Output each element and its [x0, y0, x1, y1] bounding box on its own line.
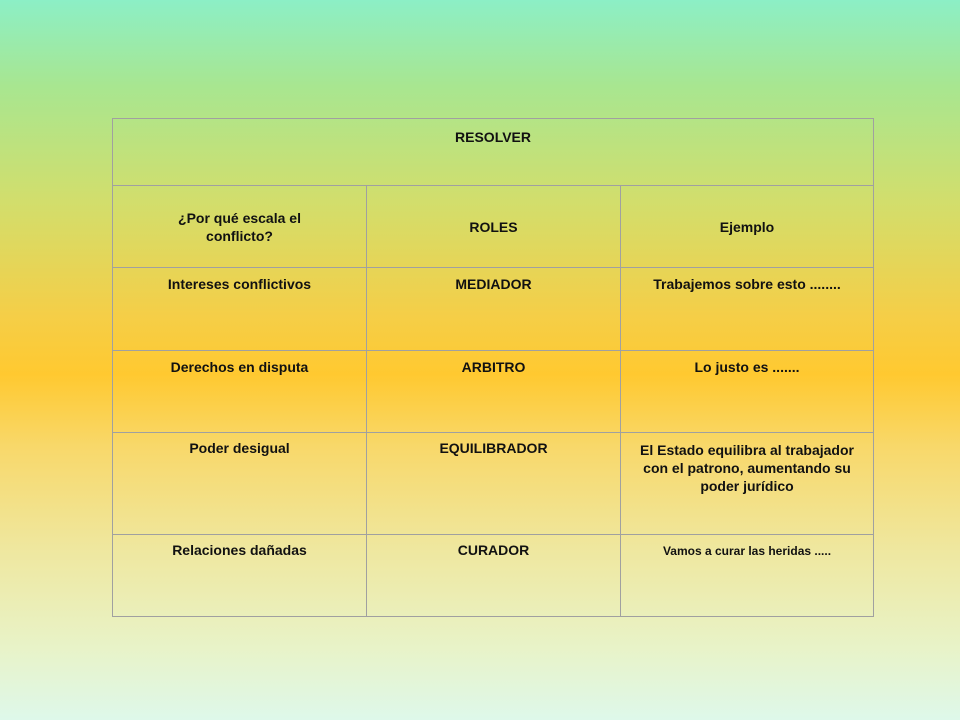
cause-cell: Derechos en disputa — [113, 351, 367, 433]
table-row — [113, 351, 874, 433]
table-row — [113, 268, 874, 351]
column-header-row — [113, 186, 874, 268]
resolver-table — [112, 118, 874, 617]
example-cell: El Estado equilibra al trabajador con el patrono, aumentando su poder jurídico — [621, 433, 874, 535]
table-title-row — [113, 119, 874, 186]
table-row — [113, 433, 874, 535]
cause-cell: Relaciones dañadas — [113, 535, 367, 617]
role-cell: MEDIADOR — [367, 268, 621, 351]
role-cell: CURADOR — [367, 535, 621, 617]
cause-cell: Poder desigual — [113, 433, 367, 535]
role-cell: EQUILIBRADOR — [367, 433, 621, 535]
cause-cell: Intereses conflictivos — [113, 268, 367, 351]
example-cell: Trabajemos sobre esto ........ — [621, 268, 874, 351]
header-roles: ROLES — [367, 186, 621, 268]
example-cell: Lo justo es ....... — [621, 351, 874, 433]
table-row — [113, 535, 874, 617]
header-cause: ¿Por qué escala el conflicto? — [113, 186, 367, 268]
header-example: Ejemplo — [621, 186, 874, 268]
table-title: RESOLVER — [113, 119, 874, 186]
example-cell: Vamos a curar las heridas ..... — [621, 535, 874, 617]
role-cell: ARBITRO — [367, 351, 621, 433]
